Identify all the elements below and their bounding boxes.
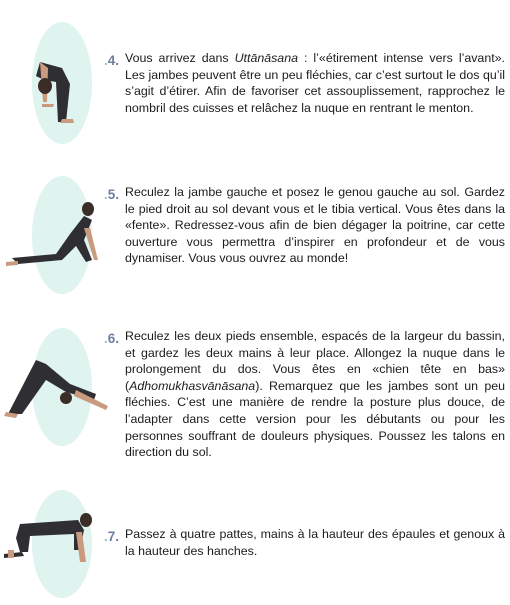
downward-dog-pose-illustration [0, 322, 120, 452]
step-6 [0, 322, 510, 460]
step-5 [0, 176, 510, 301]
step-text: Reculez la jambe gauche et posez le genou gauche au sol. Gardez le pied droit au sol devant vous et le tibia vertical. Vous êtes dans la «fente». Redressez-vous afin de bien dégager la poitrine, car cette ouverture vous permettra d’inspirer en profondeur et de vous dynamiser. Vous vous ouvrez au monde! [125, 185, 505, 266]
step-number: .5. [104, 187, 120, 202]
step-text: Passez à quatre pattes, mains à la hauteur des épaules et genoux à la hauteur des hanches. [125, 527, 505, 558]
lunge-pose-illustration [0, 176, 120, 301]
tabletop-pose-illustration [0, 490, 120, 602]
step-text: Vous arrivez dans Uttānāsana : l’«étirement intense vers l’avant». Les jambes peuvent être un peu fléchies, car c’est surtout le dos qu’il s’agit d’étirer. Afin de favoriser cet assouplissement, rapprochez le nombril des cuisses et relâchez la nuque en rentrant le menton. [125, 51, 505, 115]
step-number: .7. [104, 529, 120, 544]
step-number: .6. [104, 331, 120, 346]
pose-name: Adhomukhasvānāsana [129, 378, 256, 393]
step-number: .4. [104, 53, 120, 68]
step-4 [0, 22, 510, 147]
step-text: Reculez les deux pieds ensemble, espacés de la largeur du bassin, et gardez les deux mains à leur place. Allongez la nuque dans le prolongement du dos. Vous êtes en «chien tête en bas» (Adhomukhasvānāsana). Remarquez que les jambes sont un peu fléchies. C’est une manière de rendre la posture plus douce, de l’adapter dans cette version pour les débutants ou pour les personnes souffrant de douleurs physiques. Poussez les talons en direction du sol. [125, 329, 505, 460]
pose-name: Uttānāsana [234, 51, 298, 65]
forward-bend-pose-illustration [0, 22, 120, 147]
step-7 [0, 490, 510, 602]
